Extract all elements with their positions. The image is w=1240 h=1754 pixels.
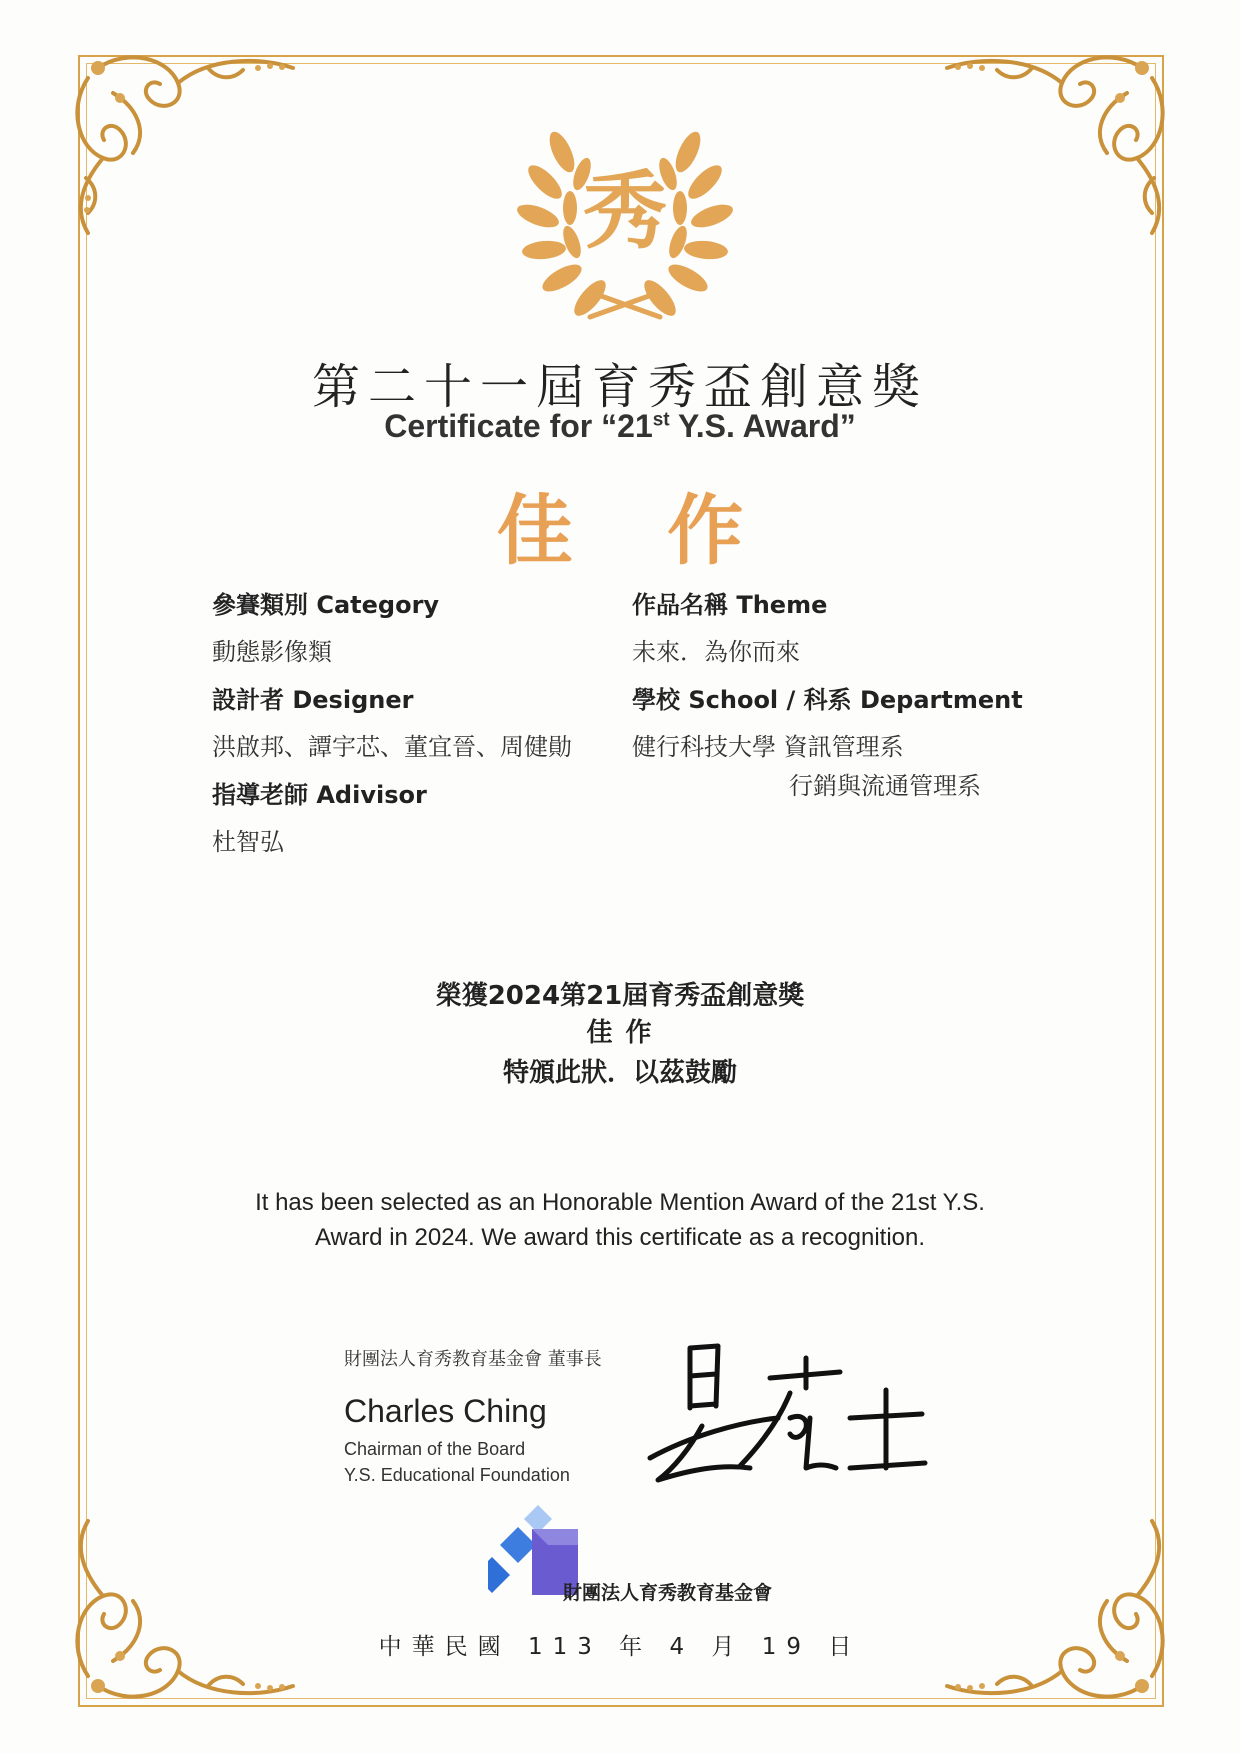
signatory-organization: 財團法人育秀教育基金會 董事長 — [344, 1349, 602, 1370]
advisor-label: 指導老師 Adivisor — [212, 781, 427, 809]
field-school — [632, 680, 1023, 801]
corner-ornament-bottom-left — [58, 1516, 318, 1716]
honor-line-1: 榮獲2024第21屆育秀盃創意獎 — [435, 981, 805, 1011]
corner-ornament-bottom-right — [922, 1516, 1182, 1716]
certificate-title-chinese: 第二十一屆育秀盃創意獎 — [311, 359, 928, 415]
theme-label: 作品名稱 Theme — [632, 591, 828, 619]
category-label: 參賽類別 Category — [212, 591, 440, 619]
award-grade: 佳 作 — [496, 486, 778, 575]
category-value: 動態影像類 — [212, 638, 332, 666]
advisor-value: 杜智弘 — [212, 828, 284, 856]
honor-line-2: 佳 作 — [586, 1018, 654, 1048]
foundation-logo-text: 財團法人育秀教育基金會 — [563, 1582, 773, 1604]
designer-value: 洪啟邦、譚宇芯、董宜晉、周健勛 — [212, 733, 572, 761]
english-statement-line-2: Award in 2024. We award this certificate as a recognition. — [314, 1224, 926, 1251]
corner-ornament-top-right — [922, 38, 1182, 238]
signatory-title-line-1: Chairman of the Board — [344, 1439, 526, 1459]
title-english-superscript: st — [652, 409, 670, 431]
field-category — [212, 585, 439, 667]
field-theme — [632, 585, 827, 667]
signatory-title-line-2: Y.S. Educational Foundation — [344, 1465, 570, 1485]
corner-ornament-top-left — [58, 38, 318, 238]
school-value-line2: 行銷與流通管理系 — [789, 772, 981, 800]
school-label: 學校 School / 科系 Department — [632, 686, 1023, 714]
field-designer — [212, 680, 572, 762]
title-english-suffix: Y.S. Award” — [669, 408, 856, 444]
english-statement — [200, 1185, 1040, 1255]
english-statement-line-1: It has been selected as an Honorable Mention Award of the 21st Y.S. — [255, 1189, 985, 1216]
theme-value: 未來．為你而來 — [632, 638, 800, 666]
title-english-prefix: Certificate for “21 — [384, 408, 653, 444]
designer-label: 設計者 Designer — [212, 686, 414, 714]
signatory-name: Charles Ching — [344, 1393, 547, 1429]
handwritten-signature — [630, 1318, 930, 1498]
honor-line-3: 特頒此狀．以茲鼓勵 — [502, 1058, 737, 1088]
certificate-date: 中華民國 113 年 4 月 19 日 — [378, 1634, 862, 1660]
school-value: 健行科技大學 資訊管理系 — [632, 733, 904, 761]
laurel-emblem — [510, 112, 740, 332]
certificate-title-english — [0, 408, 1240, 445]
field-advisor — [212, 775, 427, 857]
emblem-character: 秀 — [582, 161, 668, 260]
signatory-block — [344, 1345, 602, 1488]
